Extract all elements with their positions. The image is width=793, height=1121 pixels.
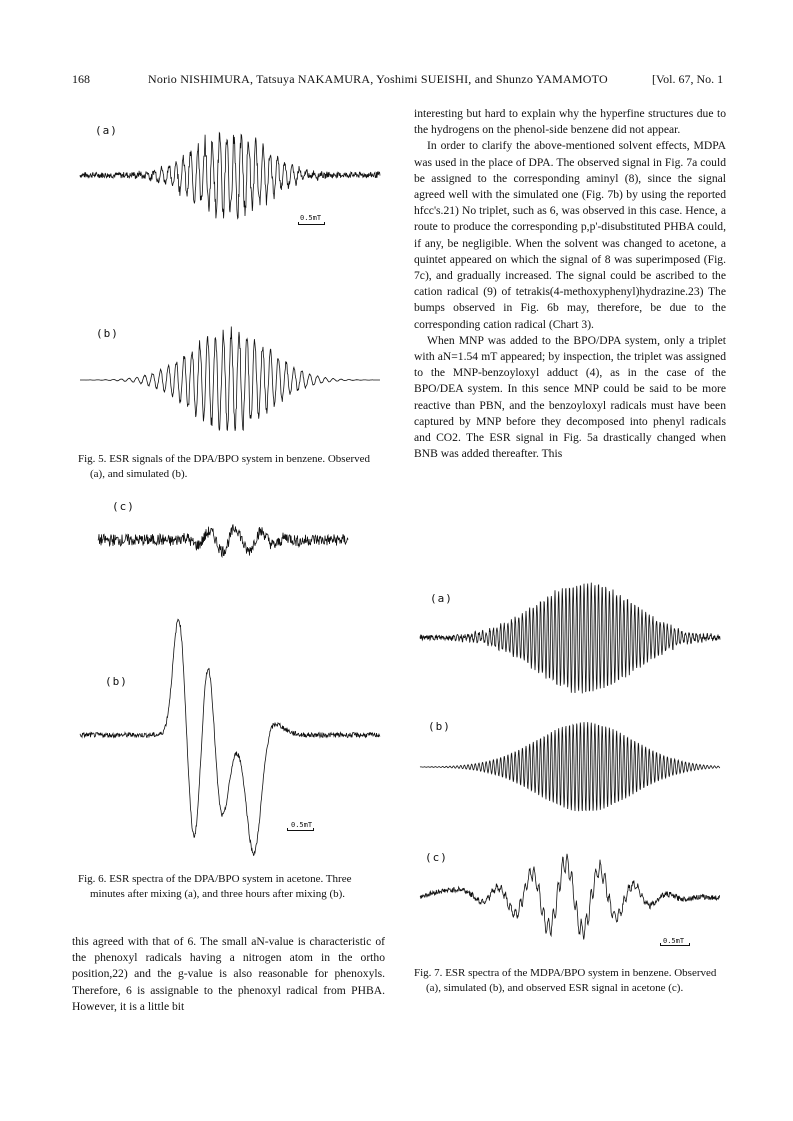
left-column-bottom-text [72,934,385,1015]
right-paragraph-2: In order to clarify the above-mentioned solvent effects, MDPA was used in the place of DPA. The observed signal in Fig. 7a could be assigned to the corresponding aminyl (8), since the signal agreed well with the simulated one (Fig. 7b) by using the reported hfcc's.21) No triplet, such as 6, was observed in this case. Hence, a route to produce the corresponding p,p'-disubstituted PHBA could, if any, be negligible. When the solvent was changed to acetone, a quintet appeared on which the signal of 8 was superimposed (Fig. 7c), and gradually increased. The signal could be ascribed to the cation radical (9) of tetrakis(4-methoxyphenyl)hydrazine.23) The bumps observed in Fig. 6b may, therefore, be due to the corresponding cation radical (Chart 3). [414,139,726,331]
fig7a-spectrum [420,565,720,710]
fig7-scale-label: 0.5mT [663,937,685,945]
fig6b-spectrum [80,600,380,870]
fig6-caption-lead: Fig. 6. [78,873,107,885]
fig6-scale-bar [287,830,314,831]
fig6c-spectrum [98,505,348,575]
fig6-caption-text: ESR spectra of the DPA/BPO system in acetone. Three minutes after mixing (a), and three hours after mixing (b). [90,873,352,900]
fig5-scale-bar [298,224,325,225]
left-paragraph: this agreed with that of 6. The small aN-value is characteristic of the phenoxyl radicals having a nitrogen atom in the ortho position,22) and the g-value is also reasonable for phenoxyls. Therefore, 6 is assignable to the phenoxyl radical from PHBA. However, it is a little bit [72,935,385,1013]
page-number: 168 [72,72,90,86]
fig7b-spectrum [420,712,720,822]
fig6-panel-c-label: (c) [112,500,135,513]
fig5-panel-a-label: (a) [95,124,118,137]
fig7-scale-bar [660,945,690,946]
fig6-scale-label: 0.5mT [291,821,313,829]
right-column-text [414,106,726,462]
fig7-panel-b-label: (b) [428,720,451,733]
fig5-scale-label: 0.5mT [300,214,322,222]
fig5a-spectrum [80,100,380,250]
right-paragraph-1: interesting but hard to explain why the hyperfine structures due to the hydrogens on the phenol-side benzene did not appear. [414,107,726,137]
fig7-panel-c-label: (c) [425,851,448,864]
fig5b-spectrum [80,305,380,455]
fig7-panel-a-label: (a) [430,592,453,605]
fig7-caption-text: ESR spectra of the MDPA/BPO system in benzene. Observed (a), simulated (b), and observed ESR signal in acetone (c). [426,967,717,994]
running-volume: [Vol. 67, No. 1 [652,72,724,86]
fig6-caption [78,872,378,902]
fig5-caption-text: ESR signals of the DPA/BPO system in benzene. Observed (a), and simulated (b). [90,453,371,480]
running-authors: Norio NISHIMURA, Tatsuya NAKAMURA, Yoshimi SUEISHI, and Shunzo YAMAMOTO [148,72,608,86]
fig5-caption-lead: Fig. 5. [78,453,107,465]
fig5-panel-b-label: (b) [96,327,119,340]
fig6-panel-b-label: (b) [105,675,128,688]
fig7-caption-lead: Fig. 7. [414,967,443,979]
right-paragraph-3: When MNP was added to the BPO/DPA system, only a triplet with aN=1.54 mT appeared; by inspection, the triplet was assigned to the MNP-benzoyloxyl adduct (4), as in the case of the BPO/DEA system. In this sence MNP could be said to be more reactive than PBN, and the benzoyloxyl radicals must have been captured by MNP before they decomposed into phenyl radicals and CO2. The ESR signal in Fig. 5a drastically changed when BNB was added thereafter. This [414,333,726,461]
fig7-caption [414,966,724,996]
fig5-caption [78,452,378,482]
